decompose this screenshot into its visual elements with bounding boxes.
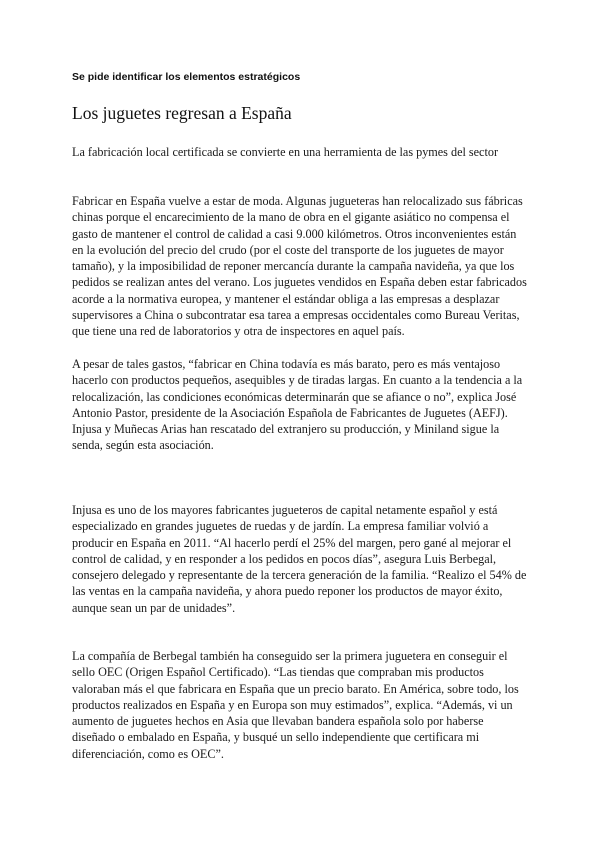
- article-headline: Los juguetes regresan a España: [72, 103, 292, 123]
- article-paragraph: Injusa es uno de los mayores fabricantes jugueteros de capital netamente español y está especializado en grandes juguetes de ruedas y de jardín. La empresa familiar volvió a producir en España en 2011. “Al hacerlo perdí el 25% del margen, pero gané al mejorar el control de calidad, y en responder a los pedidos en pocos días”, asegura Luis Berbegal, consejero delegado y representante de la tercera generación de la familia. “Realizo el 54% de las ventas en la campaña navideña, y ahora puedo reponer los productos de mayor éxito, aunque sean un par de unidades”.: [72, 503, 527, 615]
- article-paragraph: La compañía de Berbegal también ha conseguido ser la primera juguetera en conseguir el sello OEC (Origen Español Certificado). “Las tiendas que compraban mis productos valoraban más el que fabricara en España que un precio barato. En América, sobre todo, los productos realizados en España y en Europa son muy estimados”, explica. “Además, vi un aumento de juguetes hechos en Asia que llevaban bandera española solo por haberse diseñado o embalado en España, y busqué un sello independiente que certificara mi diferenciación, como es OEC”.: [72, 649, 519, 761]
- article-paragraph: Fabricar en España vuelve a estar de moda. Algunas jugueteras han relocalizado sus fábricas chinas porque el encarecimiento de la mano de obra en el gigante asiático no compensa el gasto de mantener el control de calidad a casi 9.000 kilómetros. Otros inconvenientes están en la evolución del precio del crudo (por el coste del transporte de los juguetes de mayor tamaño), y la imposibilidad de reponer mercancía durante la campaña navideña, ya que los pedidos se realizan antes del verano. Los juguetes vendidos en España deben estar fabricados acorde a la normativa europea, y mantener el estándar obliga a las empresas a desplazar supervisores a China o subcontratar esa tarea a empresas occidentales como Bureau Veritas, que tiene una red de laboratorios y otra de inspectores en aquel país.: [72, 194, 527, 339]
- article-paragraph: A pesar de tales gastos, “fabricar en China todavía es más barato, pero es más ventajoso hacerlo con productos pequeños, asequibles y de tiradas largas. En cuanto a la tendencia a la relocalización, las condiciones económicas determinarán que se afiance o no”, explica José Antonio Pastor, presidente de la Asociación Española de Fabricantes de Juguetes (AEFJ). Injusa y Muñecas Arias han rescatado del extranjero su producción, y Miniland sigue la senda, según esta asociación.: [72, 357, 523, 453]
- instruction-text: Se pide identificar los elementos estratégicos: [72, 71, 301, 83]
- article-subheadline: La fabricación local certificada se convierte en una herramienta de las pymes del sector: [72, 145, 499, 159]
